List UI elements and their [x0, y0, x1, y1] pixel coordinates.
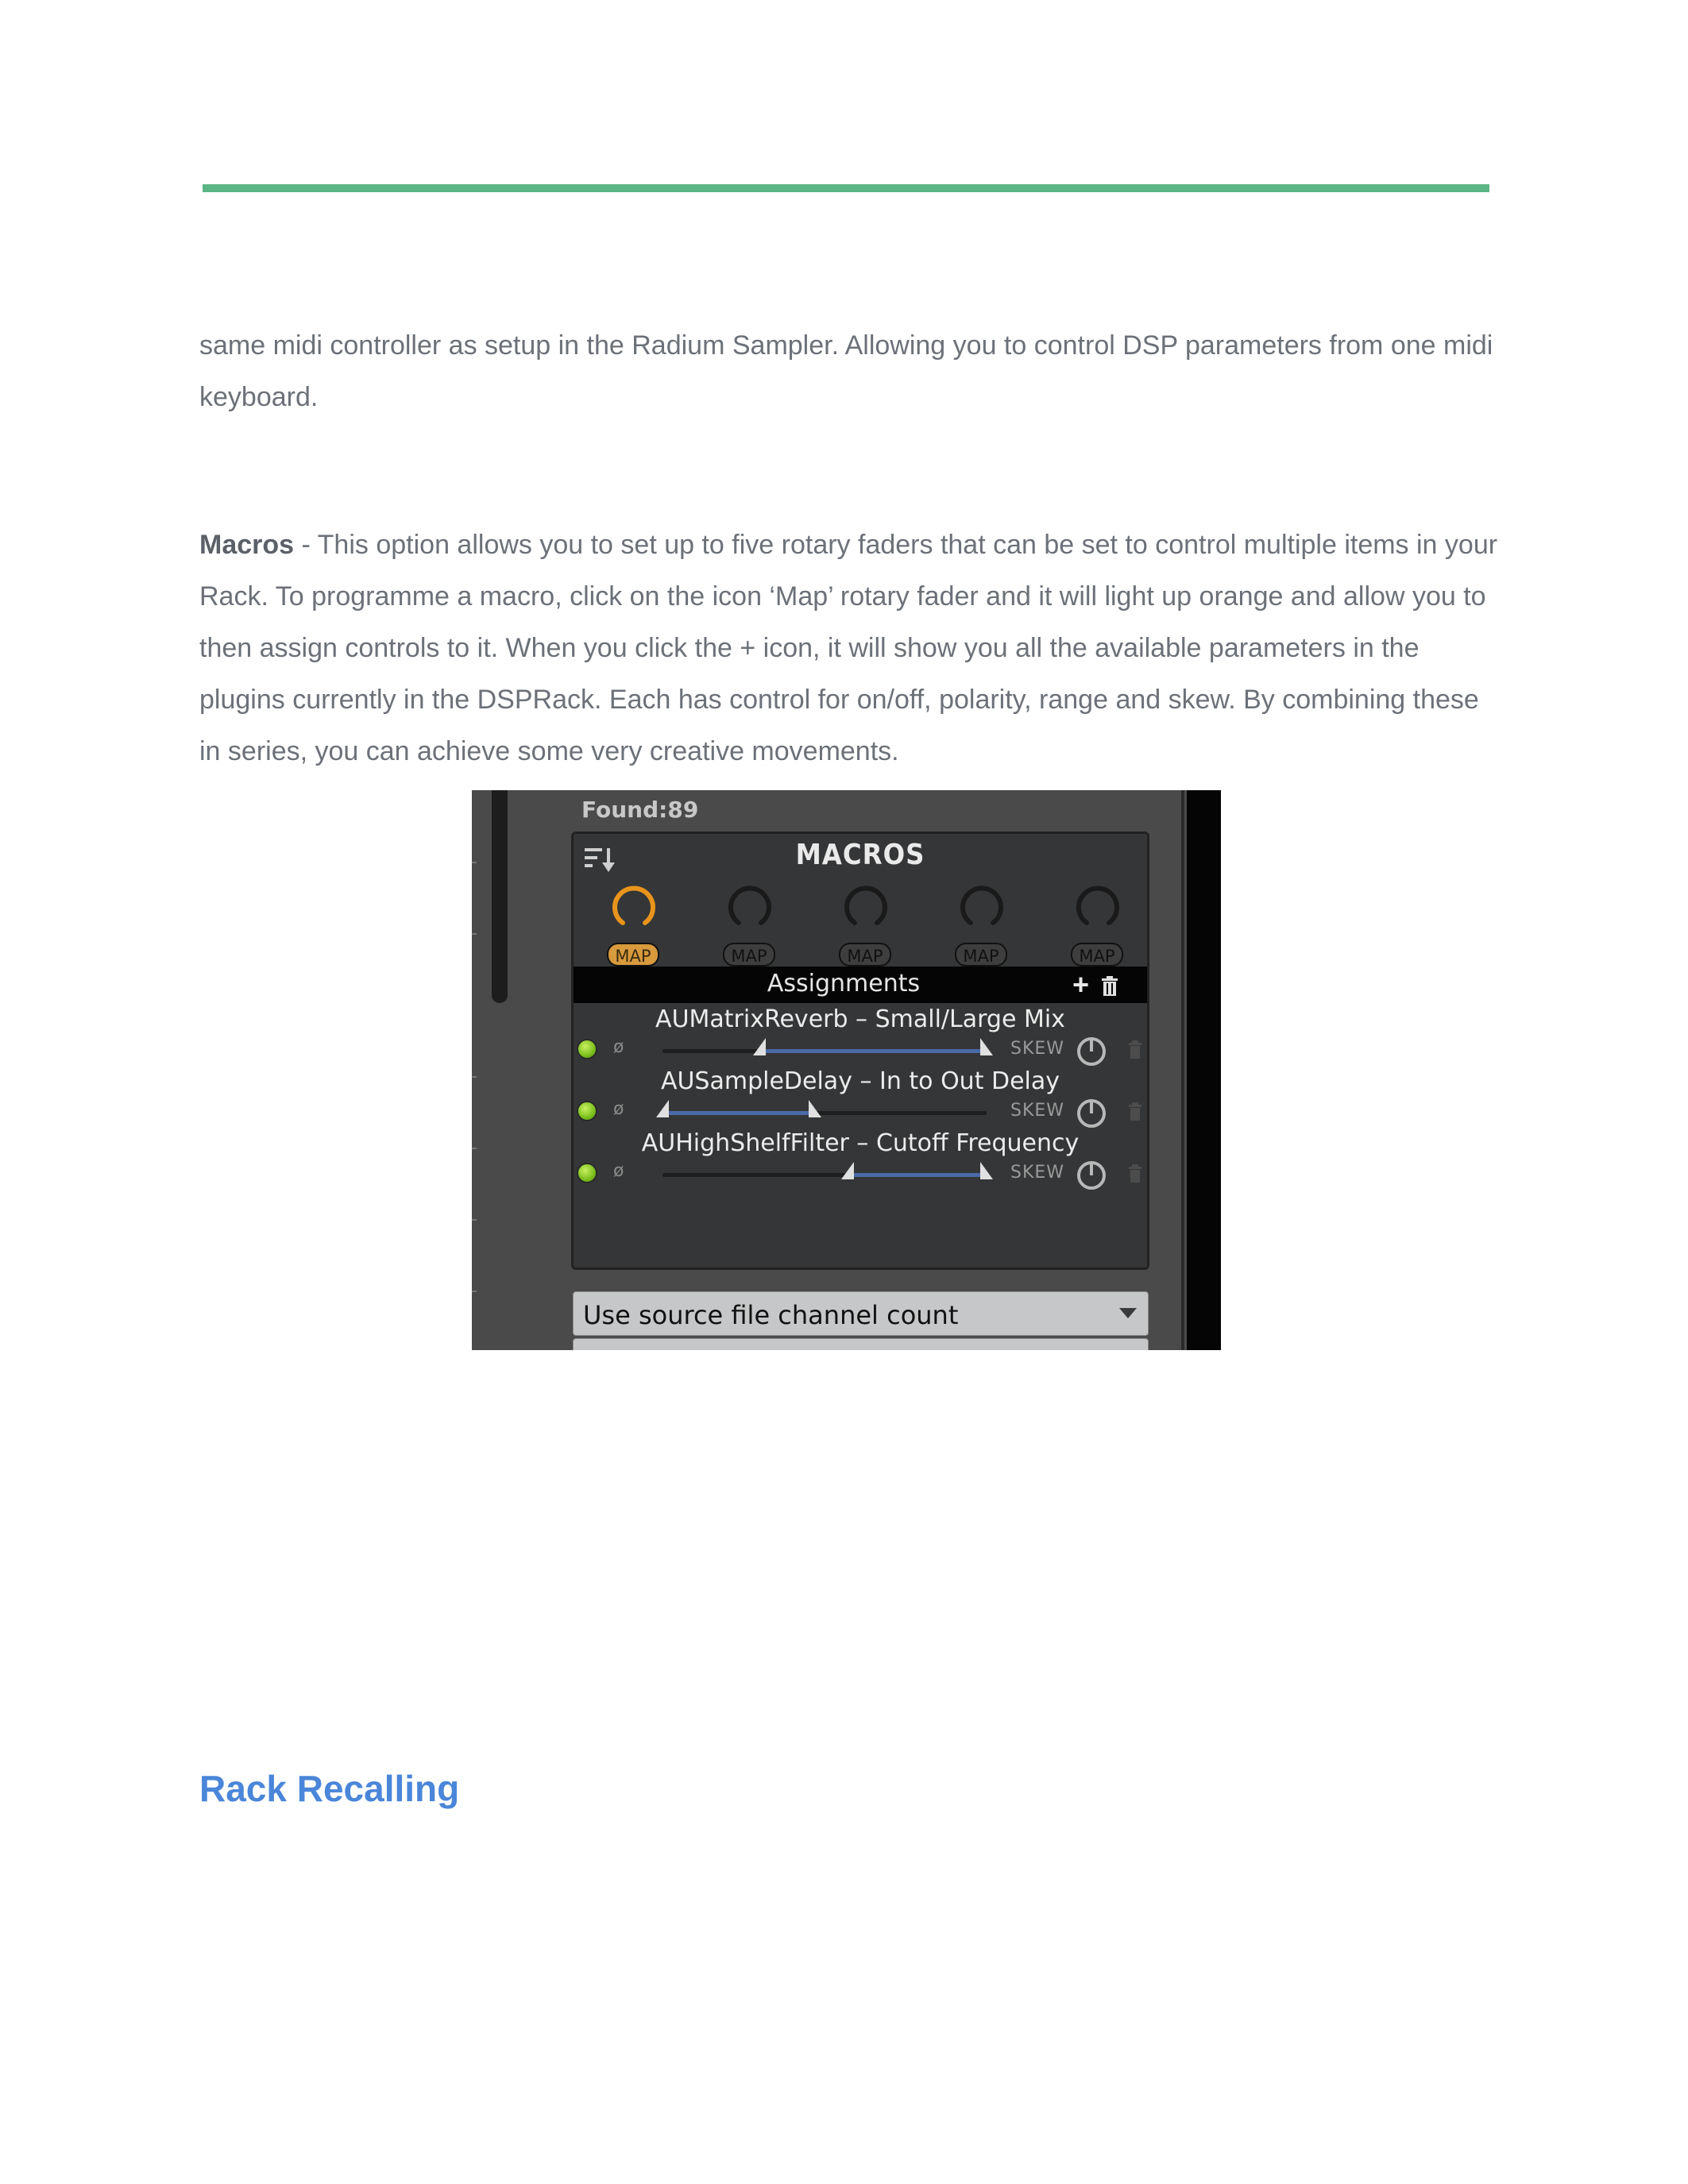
secondary-select[interactable] [573, 1338, 1149, 1350]
assignments-header [574, 967, 1147, 1003]
macros-description: - This option allows you to set up to five rotary faders that can be set to control multiple items in your Rack. To programme a macro, click on the icon ‘Map’ rotary fader and it will light up orange and allow you to then assign controls to it. When you click the + icon, it will show you all the available parameters in the plugins currently in the DSPRack. Each has control for on/off, polarity, range and skew. By combining these in series, you can achieve some very creative movements. [199, 530, 1498, 766]
ruler-tick [472, 1219, 477, 1221]
skew-label: SKEW [1010, 1163, 1065, 1183]
map-button-2[interactable]: MAP [723, 943, 775, 967]
map-button-1[interactable]: MAP [607, 943, 659, 967]
macro-knob-5[interactable] [1068, 883, 1131, 970]
assignment-row [574, 1067, 1147, 1129]
polarity-toggle[interactable]: ø [613, 1099, 624, 1119]
range-min-handle[interactable] [753, 1038, 766, 1055]
rotary-knob-icon[interactable] [610, 883, 658, 931]
rotary-knob-icon[interactable] [1074, 883, 1122, 931]
range-min-handle[interactable] [656, 1100, 669, 1117]
assignment-name: AUSampleDelay – In to Out Delay [660, 1067, 1060, 1095]
on-off-led[interactable] [577, 1039, 597, 1059]
ruler-tick [472, 1148, 477, 1149]
panel-edge-dark [1187, 790, 1221, 1350]
range-slider[interactable] [662, 1111, 987, 1115]
panel-edge [1181, 790, 1184, 1350]
assignment-row [574, 1129, 1147, 1191]
skew-knob-icon[interactable] [1076, 1036, 1107, 1067]
macros-screenshot [472, 790, 1221, 1350]
skew-label: SKEW [1010, 1039, 1065, 1059]
macro-knob-2[interactable] [720, 883, 783, 970]
map-button-3[interactable]: MAP [839, 943, 891, 967]
ruler-tick [472, 862, 477, 863]
macro-knob-4[interactable] [952, 883, 1015, 970]
found-count: Found:89 [581, 797, 699, 823]
range-min-handle[interactable] [841, 1162, 854, 1179]
delete-assignment-icon[interactable] [1128, 1164, 1142, 1183]
skew-knob-icon[interactable] [1076, 1160, 1107, 1191]
range-max-handle[interactable] [980, 1038, 993, 1055]
assignment-name: AUHighShelfFilter – Cutoff Frequency [641, 1129, 1080, 1157]
ruler-tick [472, 1076, 477, 1078]
map-button-5[interactable]: MAP [1071, 943, 1123, 967]
polarity-toggle[interactable]: ø [613, 1037, 624, 1057]
paragraph-macros [199, 519, 1502, 778]
range-fill [662, 1111, 815, 1115]
macro-knob-3[interactable] [836, 883, 899, 970]
dropdown-arrow-icon[interactable] [1119, 1308, 1137, 1318]
rotary-knob-icon[interactable] [958, 883, 1006, 931]
macros-term: Macros [199, 530, 295, 560]
ruler-tick [472, 933, 477, 935]
rotary-knob-icon[interactable] [842, 883, 890, 931]
channel-count-value: Use source file channel count [583, 1300, 959, 1330]
on-off-led[interactable] [577, 1163, 597, 1183]
on-off-led[interactable] [577, 1101, 597, 1121]
trash-icon[interactable] [1101, 976, 1118, 997]
channel-count-select[interactable] [573, 1291, 1149, 1336]
macros-panel [571, 832, 1149, 1270]
range-max-handle[interactable] [980, 1162, 993, 1179]
add-icon[interactable]: + [1072, 968, 1090, 1001]
section-heading: Rack Recalling [199, 1768, 460, 1809]
skew-knob-icon[interactable] [1076, 1098, 1107, 1129]
rotary-knob-icon[interactable] [726, 883, 774, 931]
map-button-4[interactable]: MAP [955, 943, 1007, 967]
assignment-row [574, 1005, 1147, 1067]
skew-label: SKEW [1010, 1101, 1065, 1121]
ruler-tick [472, 1291, 477, 1292]
range-max-handle[interactable] [809, 1100, 821, 1117]
range-fill [848, 1173, 987, 1177]
range-slider[interactable] [662, 1173, 987, 1177]
scrollbar[interactable] [492, 790, 508, 1003]
delete-assignment-icon[interactable] [1128, 1040, 1142, 1059]
assignment-name: AUMatrixReverb – Small/Large Mix [655, 1005, 1065, 1033]
top-divider [203, 184, 1489, 192]
assignments-label: Assignments [767, 970, 921, 997]
delete-assignment-icon[interactable] [1128, 1102, 1142, 1121]
polarity-toggle[interactable]: ø [613, 1161, 624, 1181]
macro-knob-1[interactable] [604, 883, 667, 970]
range-slider[interactable] [662, 1049, 987, 1053]
macros-title: MACROS [795, 839, 925, 871]
range-fill [759, 1049, 987, 1053]
paragraph-midi-controller: same midi controller as setup in the Radium Sampler. Allowing you to control DSP parameters from one midi keyboard. [199, 330, 1493, 412]
